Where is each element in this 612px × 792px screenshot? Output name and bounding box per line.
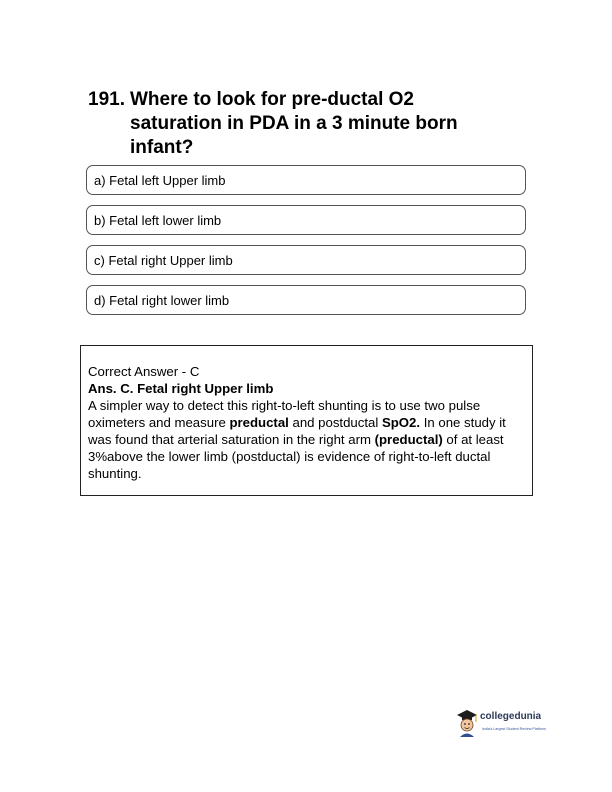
explanation-part-2: and postductal <box>288 415 382 430</box>
option-c[interactable]: c) Fetal right Upper limb <box>86 245 526 275</box>
answer-heading: Ans. C. Fetal right Upper limb <box>88 381 274 396</box>
answer-box <box>80 345 533 496</box>
collegedunia-logo <box>456 706 560 742</box>
explanation-bold-spo2: SpO2. <box>381 415 421 430</box>
question-number: 191. <box>88 89 125 110</box>
options-list <box>86 165 526 325</box>
logo-tagline: India's Largest Student Review Platform <box>482 727 546 731</box>
explanation-part-4: of at least 3%above the lower limb (postductal) is evidence of right-to-left ductal shunting. <box>88 432 504 481</box>
question <box>88 88 508 160</box>
logo-brand: collegedunia <box>480 711 542 722</box>
option-b[interactable]: b) Fetal left lower limb <box>86 205 526 235</box>
explanation-bold-preductal-paren: (preductal) <box>374 432 443 447</box>
graduate-mascot-icon <box>456 708 478 738</box>
explanation-part-1: A simpler way to detect this right-to-left shunting is to use two pulse oximeters and measure <box>88 398 481 430</box>
explanation-part-3: In one study it was found that arterial saturation in the right arm <box>88 415 506 447</box>
explanation-bold-preductal: preductal <box>229 415 289 430</box>
question-text: Where to look for pre-ductal O2 saturation in PDA in a 3 minute born infant? <box>130 89 458 158</box>
option-a[interactable]: a) Fetal left Upper limb <box>86 165 526 195</box>
correct-answer: Correct Answer - C <box>88 364 200 379</box>
explanation <box>88 398 506 481</box>
option-d[interactable]: d) Fetal right lower limb <box>86 285 526 315</box>
